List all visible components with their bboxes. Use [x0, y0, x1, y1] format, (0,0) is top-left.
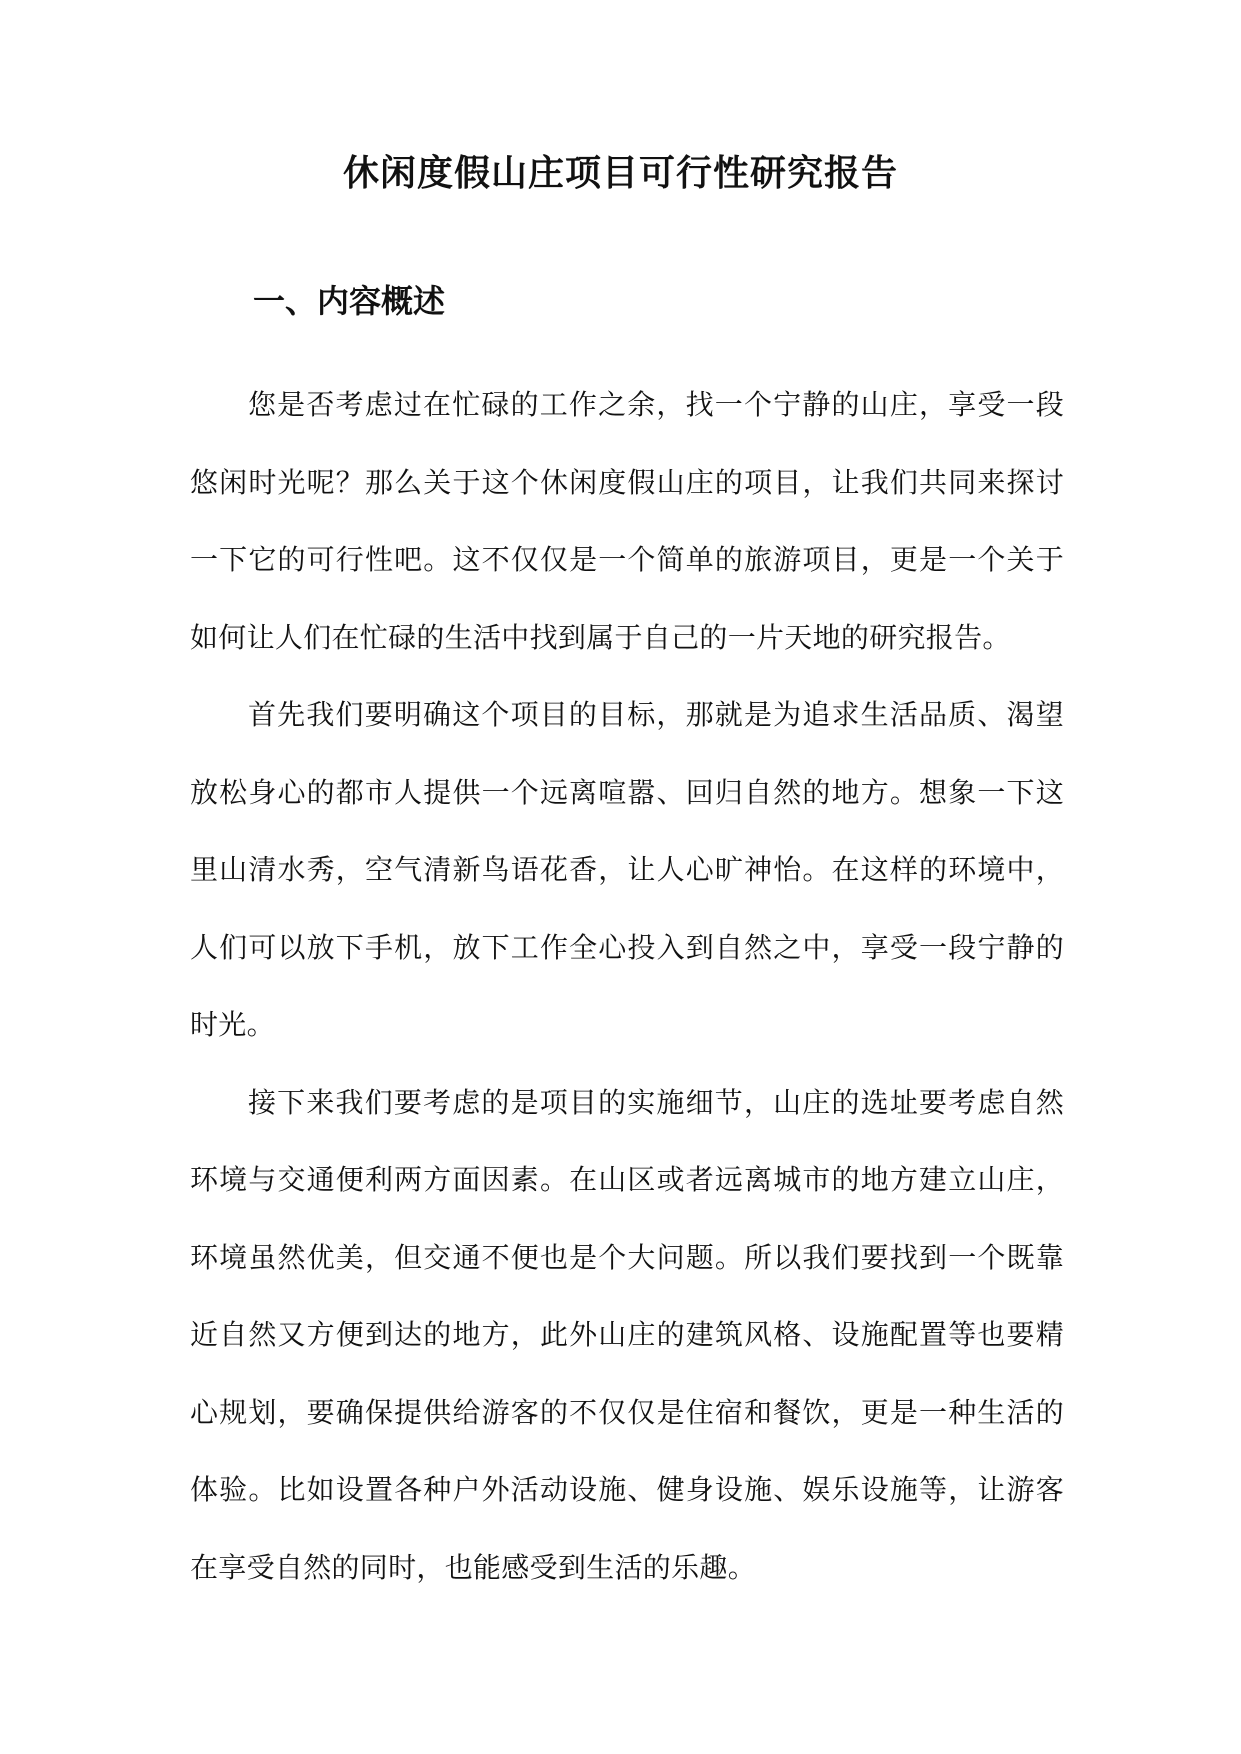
document-title: 休闲度假山庄项目可行性研究报告	[342, 152, 898, 194]
paragraph-1: 您是否考虑过在忙碌的工作之余，找一个宁静的山庄，享受一段悠闲时光呢？那么关于这个休闲度假山庄的项目，让我们共同来探讨一下它的可行性吧。这不仅仅是一个简单的旅游项目，更是一个关于如何让人们在忙碌的生活中找到属于自己的一片天地的研究报告。	[190, 388, 1064, 654]
paragraph-3: 接下来我们要考虑的是项目的实施细节，山庄的选址要考虑自然环境与交通便利两方面因素。在山区或者远离城市的地方建立山庄，环境虽然优美，但交通不便也是个大问题。所以我们要找到一个既靠近自然又方便到达的地方，此外山庄的建筑风格、设施配置等也要精心规划，要确保提供给游客的不仅仅是住宿和餐饮，更是一种生活的体验。比如设置各种户外活动设施、健身设施、娱乐设施等，让游客在享受自然的同时，也能感受到生活的乐趣。	[190, 1085, 1064, 1584]
document-body	[190, 366, 1064, 1606]
paragraph-2: 首先我们要明确这个项目的目标，那就是为追求生活品质、渴望放松身心的都市人提供一个远离喧嚣、回归自然的地方。想象一下这里山清水秀，空气清新鸟语花香，让人心旷神怡。在这样的环境中，人们可以放下手机，放下工作全心投入到自然之中，享受一段宁静的时光。	[190, 698, 1064, 1041]
section-heading: 一、内容概述	[253, 282, 446, 320]
